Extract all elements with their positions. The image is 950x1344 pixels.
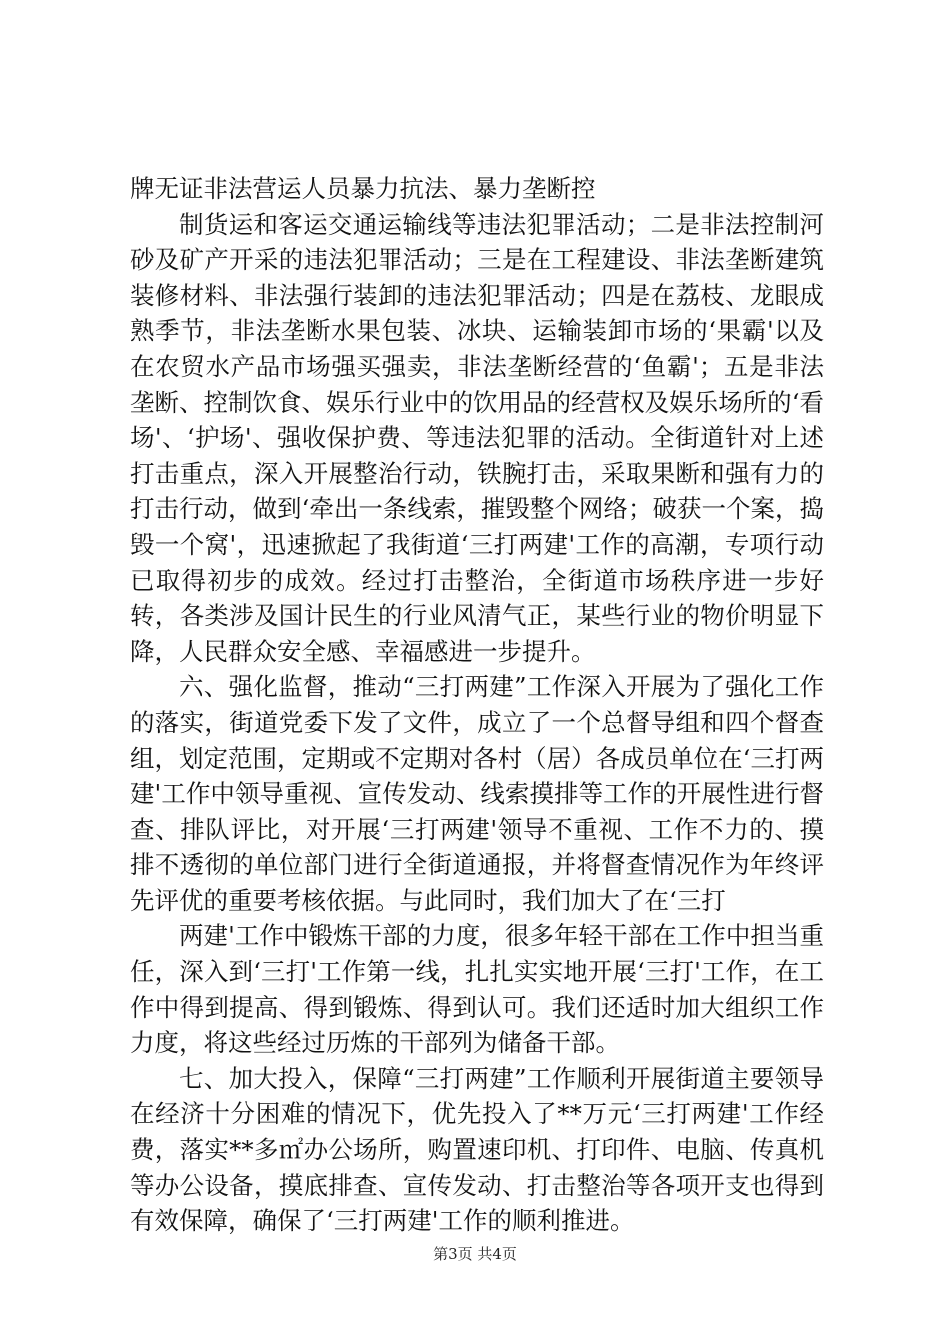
paragraph-5: 七、加大投入，保障“三打两建”工作顺利开展街道主要领导在经济十分困难的情况下，优先投入了**万元‘三打两建'工作经费，落实**多㎡办公场所，购置速印机、打印件、电脑、传真机等办公设备，摸底排查、宣传发动、打击整治等各项开支也得到有效保障，确保了‘三打两建'工作的顺利推进。 xyxy=(130,1063,824,1236)
document-body xyxy=(130,171,824,1239)
paragraph-4: 两建'工作中锻炼干部的力度，很多年轻干部在工作中担当重任，深入到‘三打'工作第一线，扎扎实实地开展‘三打'工作，在工作中得到提高、得到锻炼、得到认可。我们还适时加大组织工作力度，将这些经过历炼的干部列为储备干部。 xyxy=(130,921,824,1058)
paragraph-2: 制货运和客运交通运输线等违法犯罪活动；二是非法控制河砂及矿产开采的违法犯罪活动；三是在工程建设、非法垄断建筑装修材料、非法强行装卸的违法犯罪活动；四是在荔枝、龙眼成熟季节，非法垄断水果包装、冰块、运输装卸市场的‘果霸'以及在农贸水产品市场强买强卖，非法垄断经营的‘鱼霸'；五是非法垄断、控制饮食、娱乐行业中的饮用品的经营权及娱乐场所的‘看场'、‘护场'、强收保护费、等违法犯罪的活动。全街道针对上述打击重点，深入开展整治行动，铁腕打击，采取果断和强有力的打击行动，做到‘牵出一条线索，摧毁整个网络；破获一个案，捣毁一个窝'，迅速掀起了我街道‘三打两建'工作的高潮，专项行动已取得初步的成效。经过打击整治，全街道市场秩序进一步好转，各类涉及国计民生的行业风清气正，某些行业的物价明显下降，人民群众安全感、幸福感进一步提升。 xyxy=(130,209,824,666)
paragraph-3: 六、强化监督，推动“三打两建”工作深入开展为了强化工作的落实，街道党委下发了文件，成立了一个总督导组和四个督查组，划定范围，定期或不定期对各村（居）各成员单位在‘三打两建'工作中领导重视、宣传发动、线索摸排等工作的开展性进行督查、排队评比，对开展‘三打两建'领导不重视、工作不力的、摸排不透彻的单位部门进行全街道通报，并将督查情况作为年终评先评优的重要考核依据。与此同时，我们加大了在‘三打 xyxy=(130,672,824,915)
page-footer: 第3页 共4页 xyxy=(433,1245,517,1263)
paragraph-1: 牌无证非法营运人员暴力抗法、暴力垄断控 xyxy=(130,174,596,203)
